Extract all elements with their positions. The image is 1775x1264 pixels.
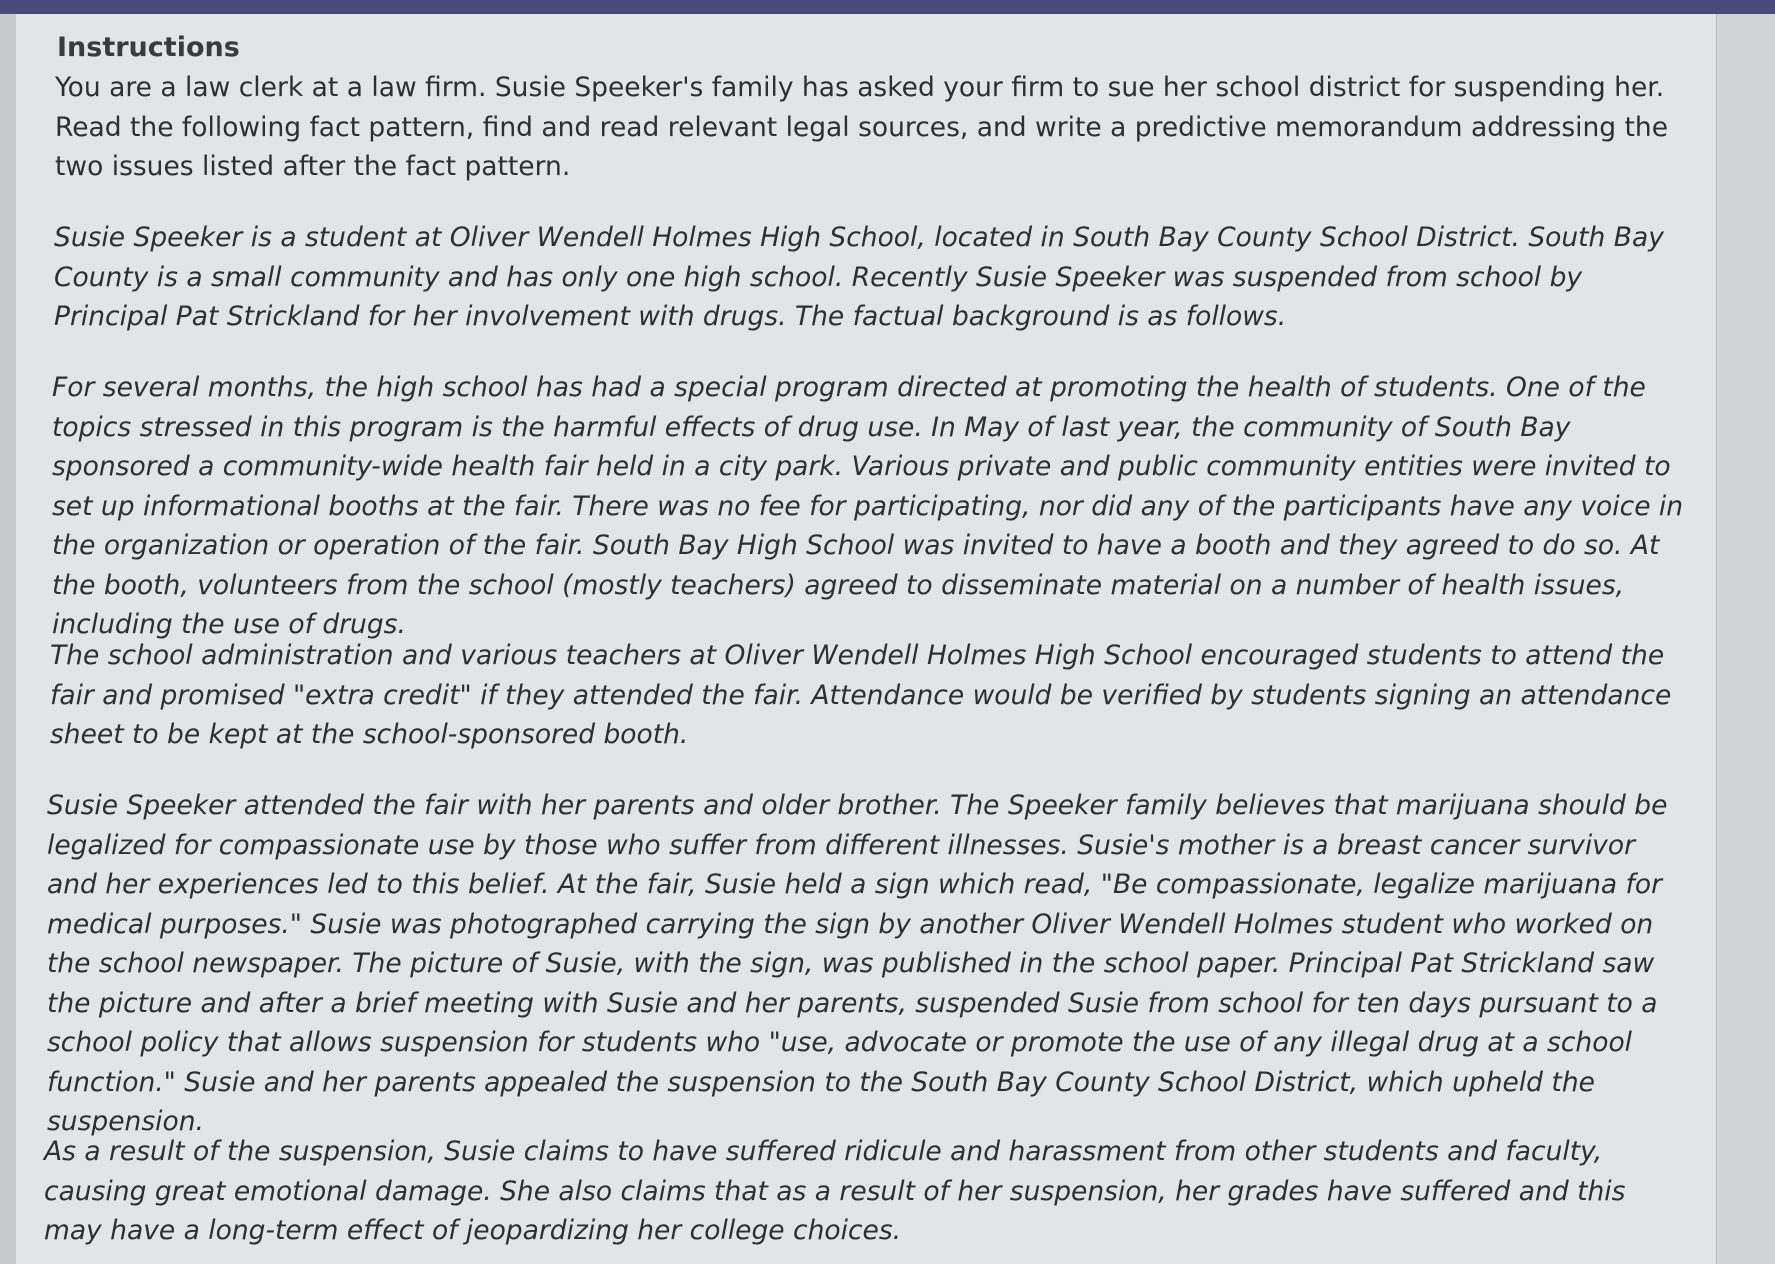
- fact-paragraph-2: For several months, the high school has had a special program directed at promoting the health of students. One of the topics stressed in this program is the harmful effects of drug use. In May of last year, the community of South Bay sponsored a community-wide health fair held in a city park. Various private and public community entities were invited to set up informational booths at the fair. There was no fee for participating, nor did any of the participants have any voice in the organization or operation of the fair. South Bay High School was invited to have a booth and they agreed to do so. At the booth, volunteers from the school (mostly teachers) agreed to disseminate material on a number of health issues, including the use of drugs.: [52, 372, 1684, 640]
- browser-top-bar: [0, 0, 1775, 14]
- right-side-panel: [1716, 14, 1775, 1264]
- fact-paragraph-4: Susie Speeker attended the fair with her parents and older brother. The Speeker family believes that marijuana should be legalized for compassionate use by those who suffer from different illnesses. Susie's mother is a breast cancer survivor and her experiences led to this belief. At the fair, Susie held a sign which read, "Be compassionate, legalize marijuana for medical purposes." Susie was photographed carrying the sign by another Oliver Wendell Holmes student who worked on the school newspaper. The picture of Susie, with the sign, was published in the school paper. Principal Pat Strickland saw the picture and after a brief meeting with Susie and her parents, suspended Susie from school for ten days pursuant to a school policy that allows suspension for students who "use, advocate or promote the use of any illegal drug at a school function." Susie and her parents appealed the suspension to the South Bay County School District, which upheld the suspension.: [47, 790, 1668, 1137]
- fact-paragraph-3: The school administration and various teachers at Oliver Wendell Holmes High School encouraged students to attend the fair and promised "extra credit" if they attended the fair. Attendance would be verified by students signing an attendance sheet to be kept at the school-sponsored booth.: [50, 640, 1672, 750]
- instructions-intro: You are a law clerk at a law firm. Susie Speeker's family has asked your firm to sue her school district for suspending her. Read the following fact pattern, find and read relevant legal sources, and write a predictive memorandum addressing the two issues listed after the fact pattern.: [55, 72, 1669, 182]
- instructions-heading: Instructions: [57, 32, 240, 63]
- left-gutter: [0, 14, 17, 1264]
- fact-paragraph-1: Susie Speeker is a student at Oliver Wendell Holmes High School, located in South Bay County School District. South Bay County is a small community and has only one high school. Recently Susie Speeker was suspended from school by Principal Pat Strickland for her involvement with drugs. The factual background is as follows.: [54, 222, 1664, 332]
- instructions-panel: [16, 14, 1716, 1264]
- fact-paragraph-5: As a result of the suspension, Susie claims to have suffered ridicule and harassment from other students and faculty, causing great emotional damage. She also claims that as a result of her suspension, her grades have suffered and this may have a long-term effect of jeopardizing her college choices.: [44, 1136, 1626, 1246]
